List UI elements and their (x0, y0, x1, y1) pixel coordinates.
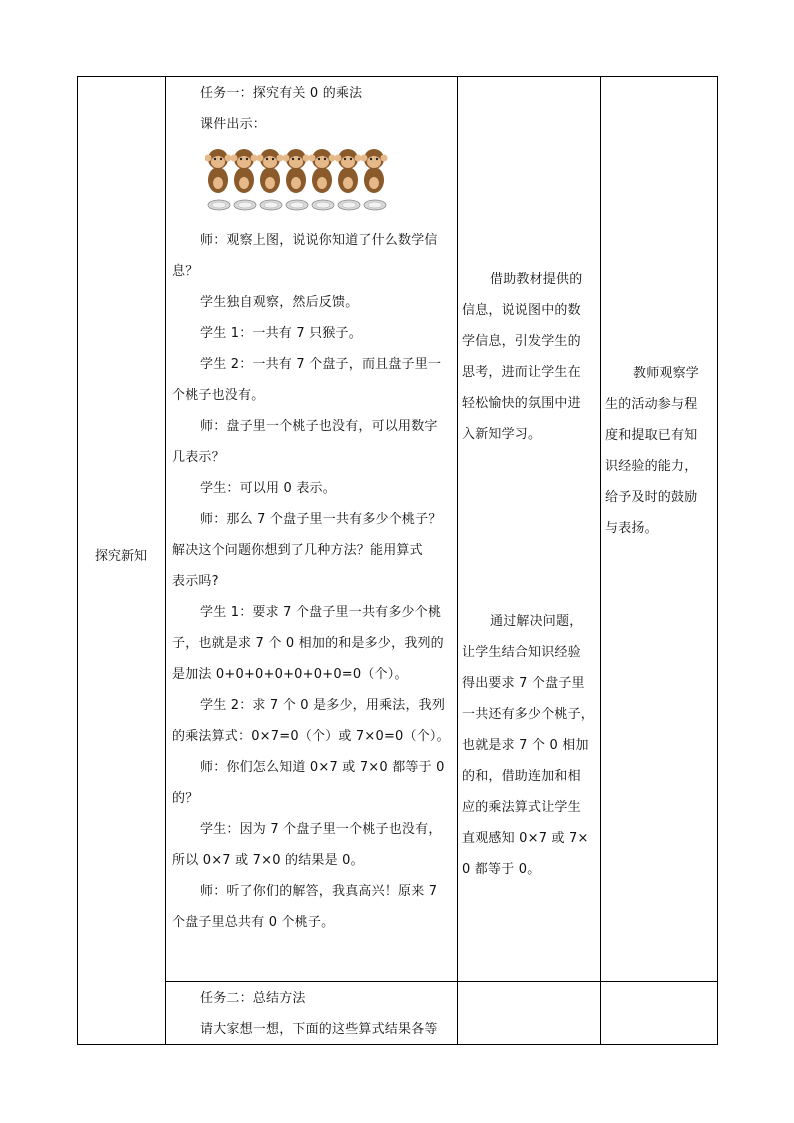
text-line: 借助教材提供的 (490, 272, 583, 287)
text-line: 个桃子也没有。 (172, 388, 265, 403)
text-line: 子，也就是求 7 个 0 相加的和是多少，我列的 (172, 636, 444, 651)
task1-dialogue (172, 225, 450, 938)
monkey-icon (335, 149, 362, 193)
design-intent-1 (462, 264, 582, 450)
text-line: 学生 1：一共有 7 只猴子。 (200, 326, 362, 341)
table-right-border (717, 76, 718, 1045)
text-line: 师：那么 7 个盘子里一共有多少个桃子？ (200, 512, 442, 527)
text-line: 师：观察上图，说说你知道了什么数学信 (200, 233, 438, 248)
text-line: 解决这个问题你想到了几种方法？能用算式 (172, 543, 423, 558)
text-line: 入新知学习。 (462, 427, 542, 442)
col-divider-2 (457, 76, 458, 1045)
design-intent-2 (462, 606, 594, 885)
col-divider-1 (165, 76, 166, 1045)
text-line: 生的活动参与程 (605, 397, 698, 412)
monkey-icon (283, 149, 310, 193)
courseware-label: 课件出示： (200, 117, 267, 132)
text-line: 师：盘子里一个桃子也没有，可以用数字 (200, 419, 438, 434)
monkey-icon (205, 149, 232, 193)
text-line: 学生 2：求 7 个 0 是多少，用乘法，我列 (200, 698, 446, 713)
text-line: 息？ (172, 264, 199, 279)
text-line: 学生：可以用 0 表示。 (200, 481, 336, 496)
monkey-icon (231, 149, 258, 193)
text-line: 度和提取已有知 (605, 428, 698, 443)
monkey-icon (257, 149, 284, 193)
text-line: 学生 1：要求 7 个盘子里一共有多少个桃 (200, 605, 442, 620)
text-line: 的乘法算式：0×7=0（个）或 7×0=0（个）。 (172, 729, 450, 744)
text-line: 通过解决问题， (490, 614, 583, 629)
text-line: 应的乘法算式让学生 (462, 800, 581, 815)
text-line: 请大家想一想，下面的这些算式结果各等 (200, 1022, 438, 1037)
task2-divider (165, 981, 718, 982)
text-line: 个盘子里总共有 0 个桃子。 (172, 915, 335, 930)
text-line: 学生独自观察，然后反馈。 (200, 295, 359, 310)
text-line: 所以 0×7 或 7×0 的结果是 0。 (172, 853, 364, 868)
text-line: 直观感知 0×7 或 7× (462, 831, 589, 846)
monkeys-plates-illustration (205, 142, 389, 214)
evaluation-text (605, 358, 699, 544)
text-line: 几表示？ (172, 450, 225, 465)
text-line: 表示吗? (172, 574, 219, 589)
text-line: 与表扬。 (605, 521, 658, 536)
text-line: 思考，进而让学生在 (462, 365, 581, 380)
table-top-border (77, 76, 718, 77)
phase-label: 探究新知 (94, 549, 147, 564)
text-line: 教师观察学 (633, 366, 700, 381)
task2-block (172, 983, 438, 1045)
col-divider-3 (600, 76, 601, 1045)
text-line: 学生：因为 7 个盘子里一个桃子也没有， (200, 822, 442, 837)
text-line: 轻松愉快的氛围中进 (462, 396, 581, 411)
text-line: 的和，借助连加和相 (462, 769, 581, 784)
monkey-icon (309, 149, 336, 193)
text-line: 是加法 0+0+0+0+0+0+0=0（个）。 (172, 667, 408, 682)
monkey-icon (361, 149, 388, 193)
text-line: 的？ (172, 791, 199, 806)
text-line: 让学生结合知识经验 (462, 645, 581, 660)
text-line: 学生 2：一共有 7 个盘子，而且盘子里一 (200, 357, 442, 372)
task1-header (172, 78, 362, 140)
text-line: 识经验的能力， (605, 459, 698, 474)
task1-title: 任务一：探究有关 0 的乘法 (200, 86, 363, 101)
text-line: 也就是求 7 个 0 相加 (462, 738, 589, 753)
text-line: 信息，说说图中的数 (462, 303, 581, 318)
task2-title: 任务二：总结方法 (200, 991, 306, 1006)
text-line: 给予及时的鼓励 (605, 490, 698, 505)
text-line: 一共还有多少个桃子， (462, 707, 595, 722)
text-line: 得出要求 7 个盘子里 (462, 676, 585, 691)
text-line: 0 都等于 0。 (462, 862, 541, 877)
text-line: 学信息，引发学生的 (462, 334, 581, 349)
text-line: 师：听了你们的解答，我真高兴！原来 7 (200, 884, 438, 899)
text-line: 师：你们怎么知道 0×7 或 7×0 都等于 0 (200, 760, 445, 775)
